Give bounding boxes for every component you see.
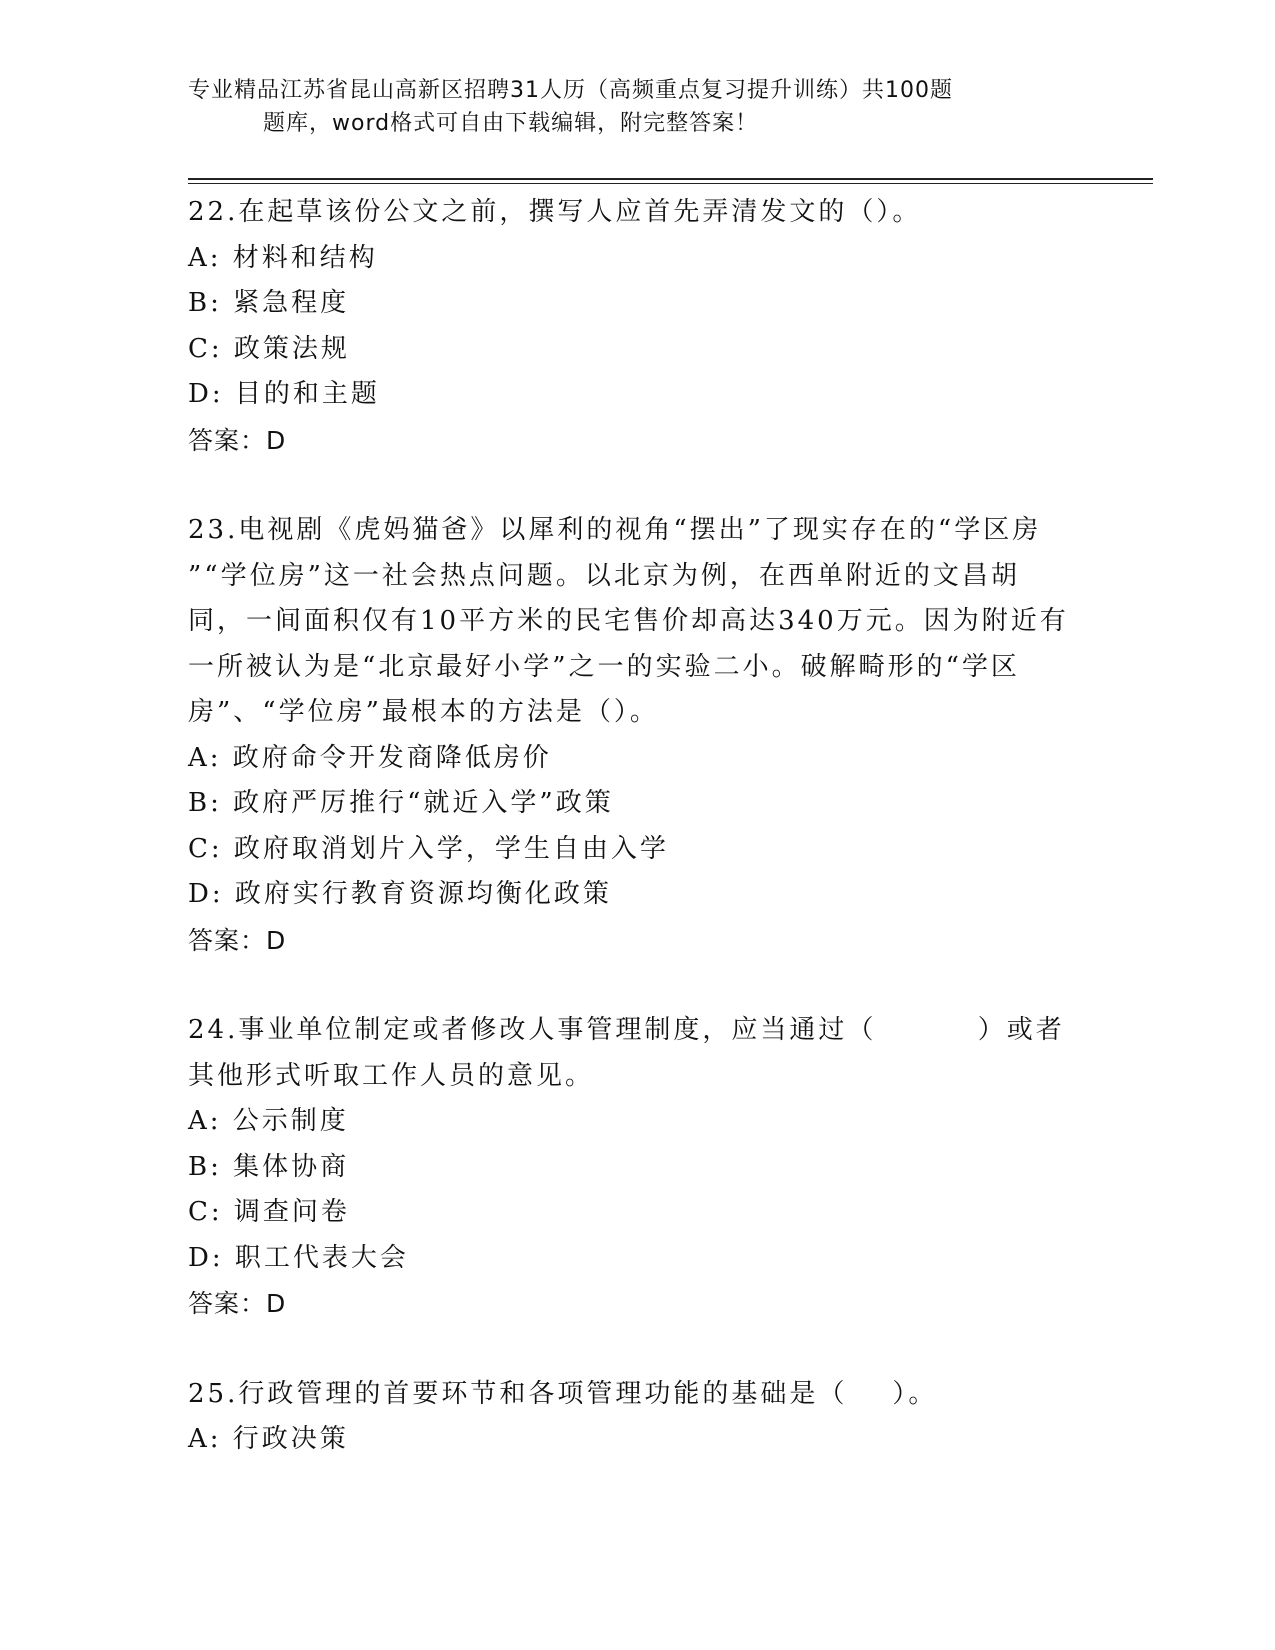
page-header	[188, 74, 1088, 140]
answer: 答案：D	[188, 425, 287, 455]
header-line-2: 题库，word格式可自由下载编辑，附完整答案！	[263, 111, 759, 136]
question-stem: 22.在起草该份公文之前，撰写人应首先弄清发文的（）。	[188, 197, 922, 227]
option-d: D: 目的和主题	[188, 379, 380, 409]
question-24	[188, 1008, 1088, 1327]
answer: 答案：D	[188, 925, 287, 955]
question-stem-line-1: 23.电视剧《虎妈猫爸》以犀利的视角“摆出”了现实存在的“学区房	[188, 515, 1042, 545]
question-stem-line-3: 同，一间面积仅有10平方米的民宅售价却高达340万元。因为附近有	[188, 606, 1069, 636]
question-25	[188, 1372, 1088, 1463]
question-list	[188, 190, 1088, 1463]
question-23	[188, 508, 1088, 963]
option-a: A: 行政决策	[188, 1424, 349, 1454]
option-b: B: 政府严厉推行“就近入学”政策	[188, 788, 614, 818]
question-stem-line-5: 房”、“学位房”最根本的方法是（）。	[188, 697, 659, 727]
option-d: D: 职工代表大会	[188, 1242, 409, 1273]
question-stem-line-2: ”“学位房”这一社会热点问题。以北京为例，在西单附近的文昌胡	[188, 560, 1020, 591]
header-rule-bottom	[188, 183, 1153, 184]
header-rule-top	[188, 178, 1153, 180]
question-stem: 25.行政管理的首要环节和各项管理功能的基础是（ ）。	[188, 1378, 938, 1409]
option-a: A: 公示制度	[188, 1106, 349, 1136]
option-d: D: 政府实行教育资源均衡化政策	[188, 879, 612, 909]
question-stem-line-2: 其他形式听取工作人员的意见。	[188, 1060, 595, 1091]
option-b: B: 紧急程度	[188, 288, 350, 318]
option-c: C: 调查问卷	[188, 1197, 350, 1227]
header-line-1: 专业精品江苏省昆山高新区招聘31人历（高频重点复习提升训练）共100题	[188, 78, 953, 103]
question-22	[188, 190, 1088, 463]
answer: 答案：D	[188, 1289, 287, 1318]
option-b: B: 集体协商	[188, 1151, 350, 1182]
option-a: A: 材料和结构	[188, 242, 378, 273]
option-a: A: 政府命令开发商降低房价	[188, 742, 552, 773]
question-stem-line-1: 24.事业单位制定或者修改人事管理制度，应当通过（ ）或者	[188, 1015, 1065, 1045]
option-c: C: 政策法规	[188, 333, 350, 364]
option-c: C: 政府取消划片入学，学生自由入学	[188, 833, 669, 864]
question-stem-line-4: 一所被认为是“北京最好小学”之一的实验二小。破解畸形的“学区	[188, 651, 1020, 682]
